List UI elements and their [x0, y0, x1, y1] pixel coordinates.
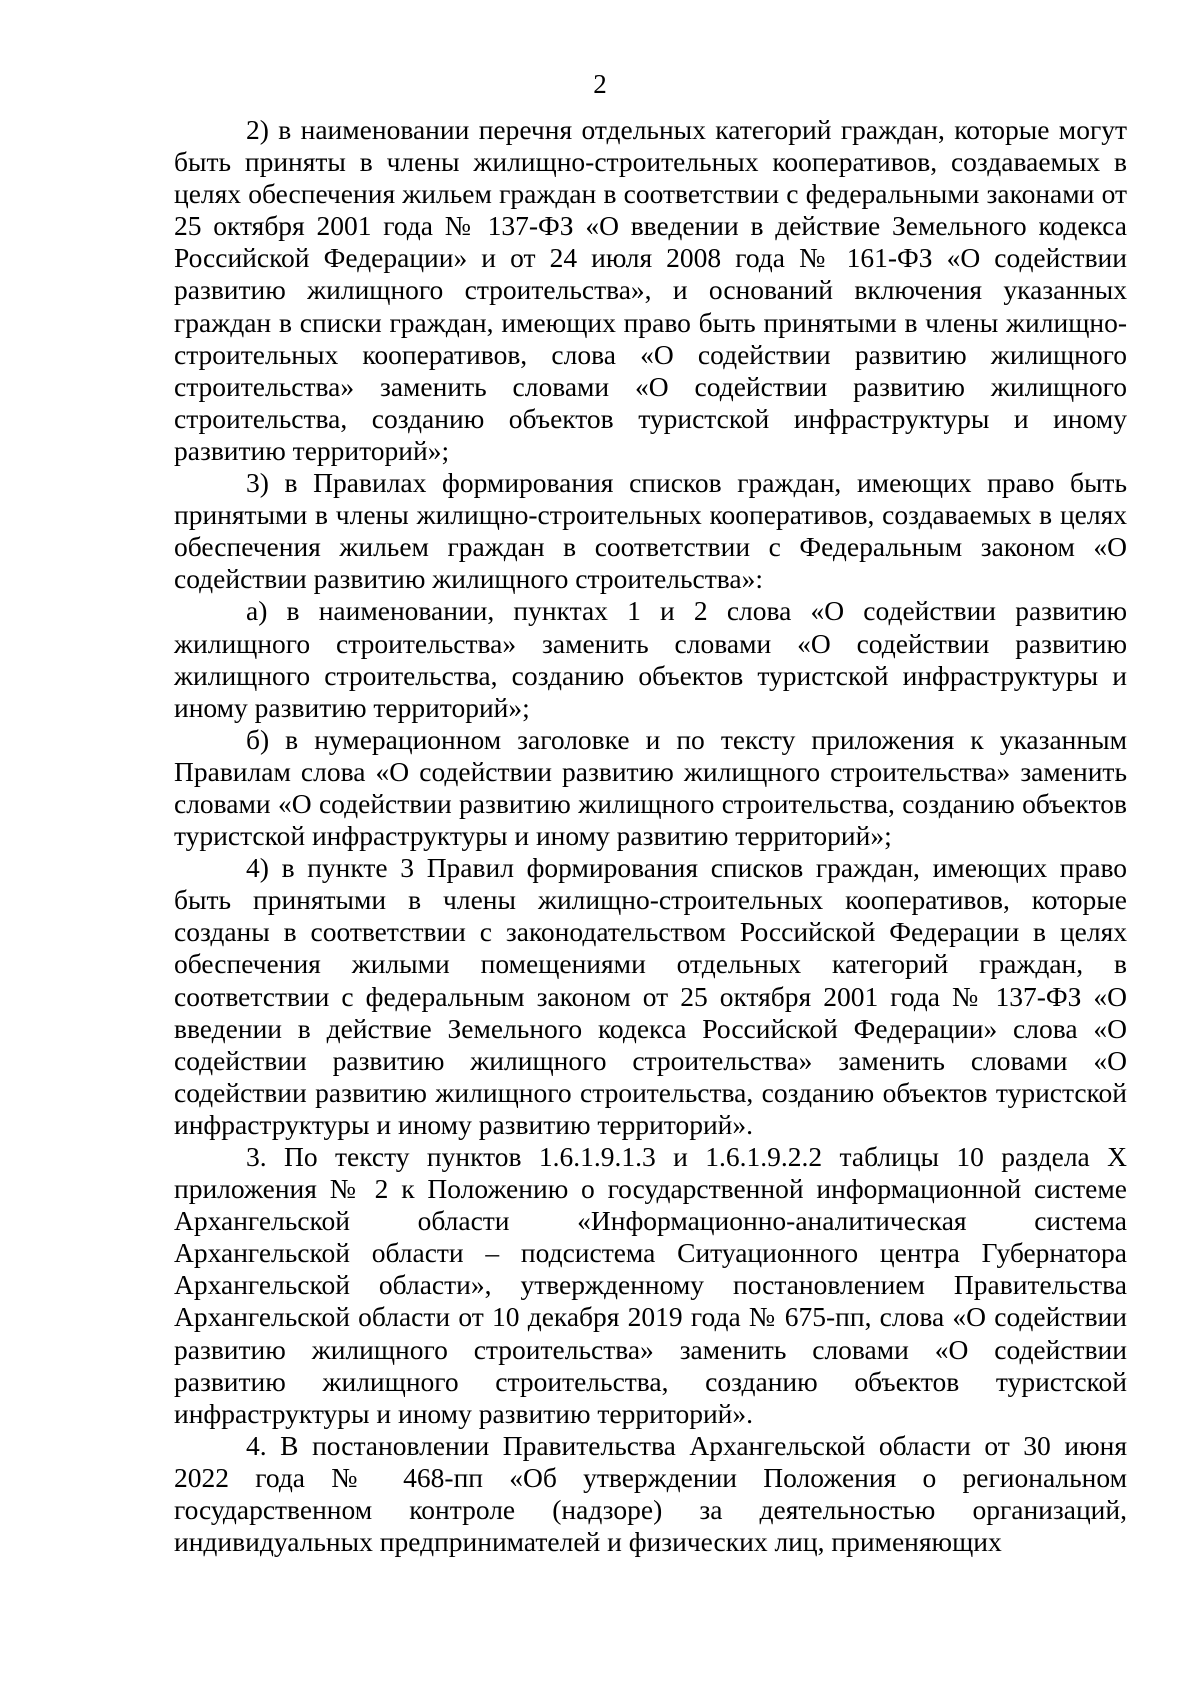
paragraph-4: 4. В постановлении Правительства Архангельской области от 30 июня 2022 года № 468-пп «Об утверждении Положения о региональном государственном контроле (надзоре) за деятельностью организаций, индивидуальных предпринимателей и физических лиц, применяющих: [174, 1429, 1127, 1558]
document-body: [174, 114, 1127, 1558]
paragraph-2-item-3a: а) в наименовании, пунктах 1 и 2 слова «О содействии развитию жилищного строительства» заменить словами «О содействии развитию жилищного строительства, созданию объектов туристской инфраструктуры и иному развитию территорий»;: [174, 595, 1127, 723]
paragraph-2-item-2: 2) в наименовании перечня отдельных категорий граждан, которые могут быть приняты в члены жилищно-строительных кооперативов, создаваемых в целях обеспечения жильем граждан в соответствии с федеральными законами от 25 октября 2001 года № 137-ФЗ «О введении в действие Земельного кодекса Российской Федерации» и от 24 июля 2008 года № 161-ФЗ «О содействии развитию жилищного строительства», и оснований включения указанных граждан в списки граждан, имеющих право быть принятыми в члены жилищно-строительных кооперативов, слова «О содействии развитию жилищного строительства» заменить словами «О содействии развитию жилищного строительства, созданию объектов туристской инфраструктуры и иному развитию территорий»;: [174, 114, 1127, 466]
page-number: 2: [593, 69, 607, 99]
paragraph-2-item-3b: б) в нумерационном заголовке и по тексту приложения к указанным Правилам слова «О содействии развитию жилищного строительства» заменить словами «О содействии развитию жилищного строительства, созданию объектов туристской инфраструктуры и иному развитию территорий»;: [174, 723, 1127, 852]
paragraph-3: 3. По тексту пунктов 1.6.1.9.1.3 и 1.6.1.9.2.2 таблицы 10 раздела X приложения № 2 к Положению о государственной информационной системе Архангельской области «Информационно-аналитическая система Архангельской области – подсистема Ситуационного центра Губернатора Архангельской области», утвержденному постановлением Правительства Архангельской области от 10 декабря 2019 года № 675-пп, слова «О содействии развитию жилищного строительства» заменить словами «О содействии развитию жилищного строительства, созданию объектов туристской инфраструктуры и иному развитию территорий».: [174, 1141, 1127, 1429]
paragraph-2-item-4: 4) в пункте 3 Правил формирования списков граждан, имеющих право быть принятыми в члены жилищно-строительных кооперативов, которые созданы в соответствии с законодательством Российской Федерации в целях обеспечения жилыми помещениями отдельных категорий граждан, в соответствии с федеральным законом от 25 октября 2001 года № 137-ФЗ «О введении в действие Земельного кодекса Российской Федерации» слова «О содействии развитию жилищного строительства» заменить словами «О содействии развитию жилищного строительства, созданию объектов туристской инфраструктуры и иному развитию территорий».: [174, 852, 1127, 1140]
paragraph-2-item-3: 3) в Правилах формирования списков граждан, имеющих право быть принятыми в члены жилищно-строительных кооперативов, создаваемых в целях обеспечения жильем граждан в соответствии с Федеральным законом «О содействии развитию жилищного строительства»:: [174, 467, 1127, 595]
